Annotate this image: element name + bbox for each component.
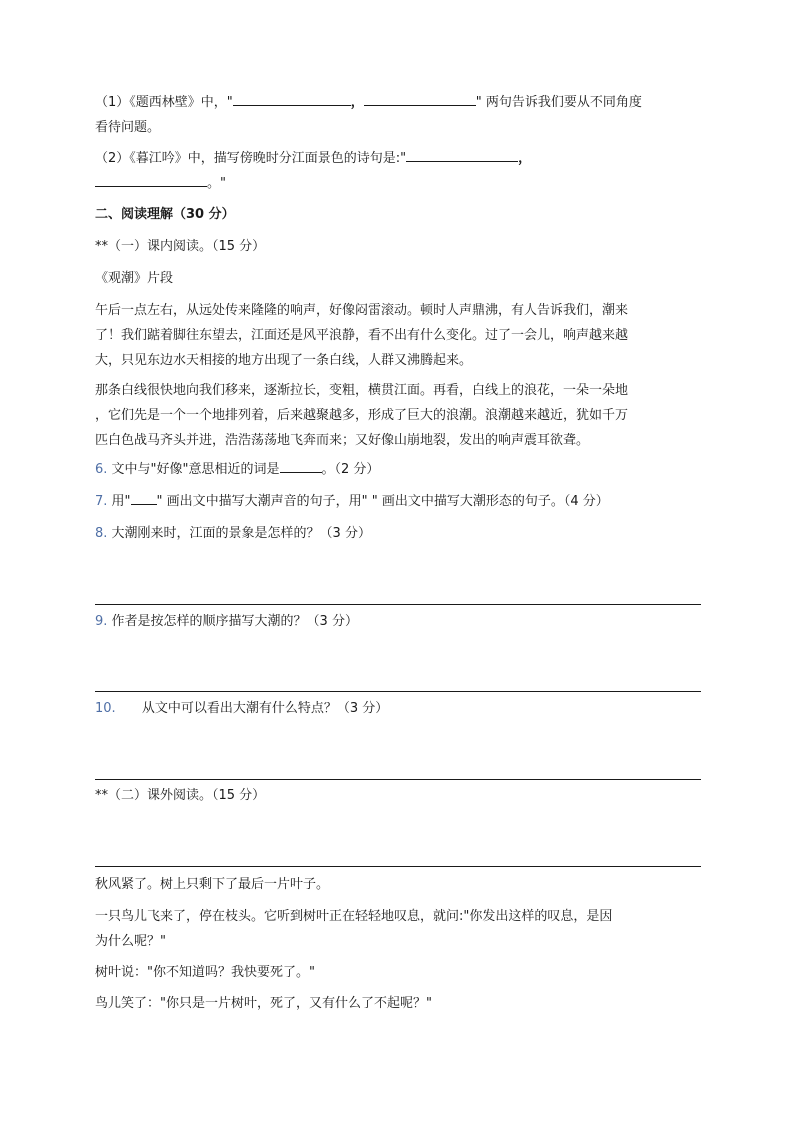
- underline-sample: [131, 489, 157, 505]
- answer-blank[interactable]: [364, 90, 476, 106]
- passage-line: ，它们先是一个一个地排列着，后来越聚越多，形成了巨大的浪潮。浪潮越来越近，犹如千万: [95, 408, 629, 423]
- question-6: 6. 文中与"好像"意思相近的词是 。（2 分）: [95, 457, 701, 482]
- question-number: 10.: [95, 701, 116, 716]
- passage-line: 匹白色战马齐头并进，浩浩荡荡地飞奔而来；又好像山崩地裂，发出的响声震耳欲聋。: [95, 433, 590, 448]
- poetry-question-1-line-2: 看待问题。: [95, 120, 161, 135]
- answer-blank[interactable]: [95, 171, 207, 187]
- question-number: 7.: [95, 494, 108, 509]
- poetry-question-2-line-1: （2）《暮江吟》中，描写傍晚时分江面景色的诗句是:" ，: [95, 146, 701, 171]
- question-10: 10. 从文中可以看出大潮有什么特点？（3 分）: [95, 701, 389, 716]
- part-2-heading: **（二）课外阅读。（15 分）: [95, 788, 266, 803]
- answer-line[interactable]: [95, 691, 701, 692]
- answer-blank[interactable]: [280, 457, 322, 473]
- answer-line[interactable]: [95, 779, 701, 780]
- question-number: 9.: [95, 614, 108, 629]
- question-number: 8.: [95, 526, 108, 541]
- poetry-question-1: [95, 90, 701, 140]
- story-line: 鸟儿笑了："你只是一片树叶，死了，又有什么了不起呢？": [95, 996, 432, 1011]
- answer-blank[interactable]: [406, 146, 518, 162]
- question-7: 7. 用" " 画出文中描写大潮声音的句子，用" " 画出文中描写大潮形态的句子。（4 分）: [95, 489, 701, 514]
- question-8: 8. 大潮刚来时，江面的景象是怎样的？（3 分）: [95, 526, 371, 541]
- story-line: 一只鸟儿飞来了，停在枝头。它听到树叶正在轻轻地叹息，就问:"你发出这样的叹息，是因: [95, 909, 613, 924]
- poetry-question-2: [95, 146, 701, 196]
- passage-title: 《观潮》片段: [95, 271, 174, 286]
- passage-line: 了！我们踮着脚往东望去，江面还是风平浪静，看不出有什么变化。过了一会儿，响声越来越: [95, 328, 629, 343]
- part-1-heading: **（一）课内阅读。（15 分）: [95, 239, 266, 254]
- passage-line: 那条白线很快地向我们移来，逐渐拉长，变粗，横贯江面。再看，白线上的浪花，一朵一朵地: [95, 383, 629, 398]
- answer-blank[interactable]: [233, 90, 351, 106]
- story-line: 秋风紧了。树上只剩下了最后一片叶子。: [95, 877, 330, 892]
- story-line: 为什么呢？": [95, 934, 166, 949]
- answer-line[interactable]: [95, 604, 701, 605]
- poetry-question-1-line-1: （1）《题西林壁》中，" ， " 两句告诉我们要从不同角度: [95, 90, 701, 115]
- divider-line: [95, 866, 701, 867]
- passage-paragraph-1: [95, 298, 701, 373]
- passage-paragraph-2: [95, 378, 701, 453]
- poetry-question-2-line-2: 。": [95, 171, 701, 196]
- section-heading: 二、阅读理解（30 分）: [95, 207, 235, 222]
- story-paragraph: [95, 904, 701, 954]
- question-9: 9. 作者是按怎样的顺序描写大潮的？（3 分）: [95, 614, 358, 629]
- story-line: 树叶说："你不知道吗？我快要死了。": [95, 965, 315, 980]
- passage-line: 午后一点左右，从远处传来隆隆的响声，好像闷雷滚动。顿时人声鼎沸，有人告诉我们，潮来: [95, 303, 629, 318]
- passage-line: 大，只见东边水天相接的地方出现了一条白线，人群又沸腾起来。: [95, 353, 473, 368]
- question-number: 6.: [95, 462, 108, 477]
